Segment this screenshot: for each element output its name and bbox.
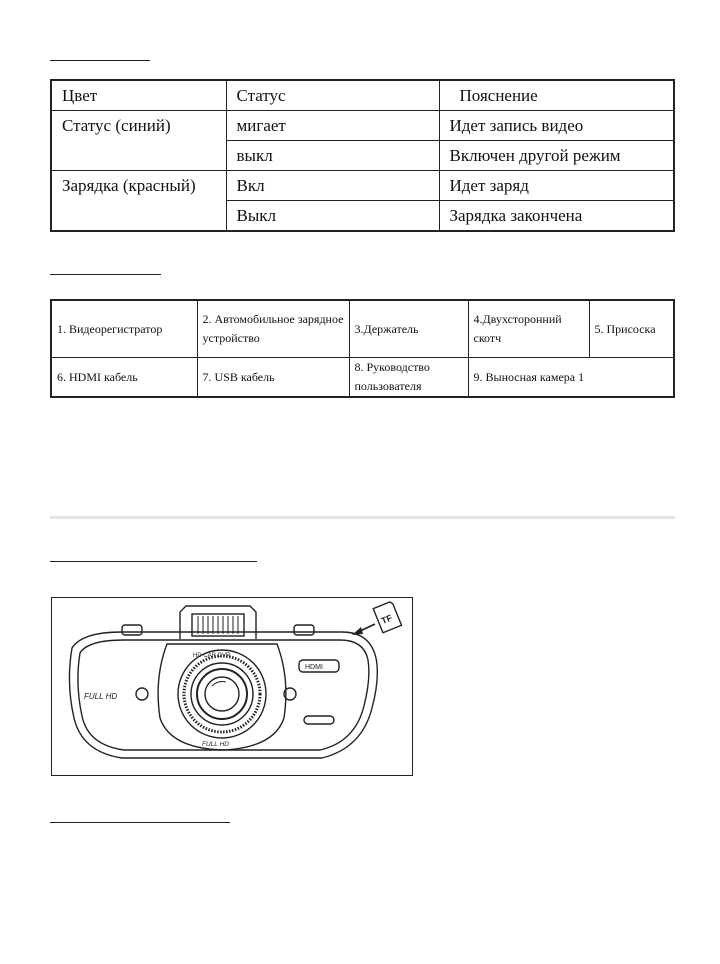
hdmi-badge-label: HDMI — [305, 664, 323, 671]
led-status-label: Статус (синий) — [51, 111, 226, 171]
table-row — [51, 171, 674, 201]
lens-ring-mid — [191, 663, 253, 725]
insert-arrow-head — [352, 627, 363, 635]
kit-item: 5. Присоска — [589, 300, 674, 358]
dashcam-illustration — [51, 597, 413, 776]
page-separator — [50, 516, 675, 519]
kit-item: 8. Руководство пользователя — [349, 358, 468, 398]
note-cell: Зарядка закончена — [439, 201, 674, 232]
section-underline-kit — [50, 274, 161, 275]
tf-card-label: TF — [379, 612, 394, 627]
lens-ring-knurl — [184, 656, 260, 732]
speaker-grille — [304, 716, 334, 724]
kit-item: 1. Видеорегистратор — [51, 300, 197, 358]
header-status: Статус — [226, 80, 439, 111]
lens-housing — [158, 644, 286, 750]
kit-item: 3.Держатель — [349, 300, 468, 358]
table-row — [51, 111, 674, 141]
brand-bottom-label: FULL HD — [202, 741, 229, 748]
header-color: Цвет — [51, 80, 226, 111]
kit-item: 4.Двухсторонний скотч — [468, 300, 589, 358]
led-charge-label: Зарядка (красный) — [51, 171, 226, 232]
status-cell: выкл — [226, 141, 439, 171]
kit-item: 6. HDMI кабель — [51, 358, 197, 398]
note-cell: Идет запись видео — [439, 111, 674, 141]
brand-top-label: HD CAR DVR — [193, 653, 231, 659]
led-left — [136, 688, 148, 700]
lens-glass — [205, 677, 239, 711]
status-cell: Выкл — [226, 201, 439, 232]
status-cell: мигает — [226, 111, 439, 141]
kit-item: 9. Выносная камера 1 — [468, 358, 674, 398]
kit-contents-table — [50, 299, 675, 398]
side-badge-label: FULL HD — [84, 692, 118, 701]
table-row — [51, 358, 674, 398]
header-explanation: Пояснение — [439, 80, 674, 111]
note-cell: Включен другой режим — [439, 141, 674, 171]
kit-item: 7. USB кабель — [197, 358, 349, 398]
table-row — [51, 300, 674, 358]
table-row — [51, 80, 674, 111]
status-cell: Вкл — [226, 171, 439, 201]
section-underline-led — [50, 60, 150, 61]
top-button-right — [294, 625, 314, 635]
section-underline-device — [50, 561, 257, 562]
note-cell: Идет заряд — [439, 171, 674, 201]
led-status-table — [50, 79, 675, 232]
top-button-left — [122, 625, 142, 635]
kit-item: 2. Автомобильное зарядное устройство — [197, 300, 349, 358]
section-underline-bottom — [50, 822, 230, 823]
lens-glare — [212, 682, 226, 687]
